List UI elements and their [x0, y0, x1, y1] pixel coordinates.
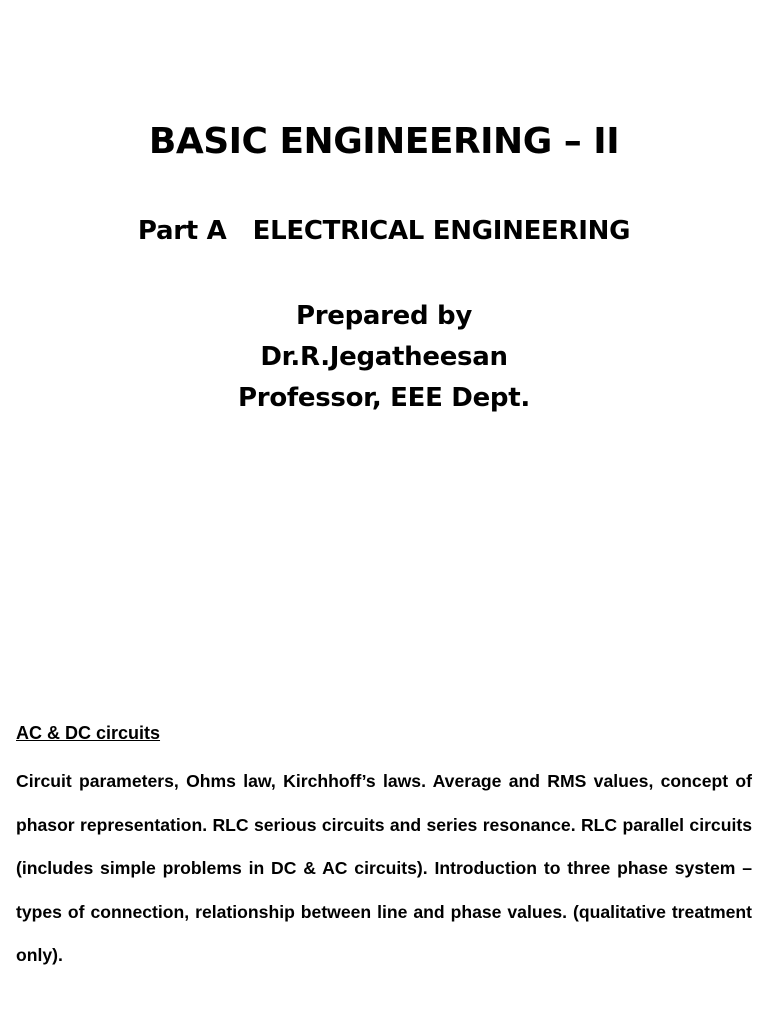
- prepared-by-label: Prepared by: [295, 301, 473, 331]
- author-designation: Professor, EEE Dept.: [238, 383, 530, 413]
- author-block: [0, 296, 768, 419]
- page-title: BASIC ENGINEERING – II: [148, 121, 620, 162]
- section-body: Circuit parameters, Ohms law, Kirchhoff’s laws. Average and RMS values, concept of phasor representation. RLC serious circuits and series resonance. RLC parallel circuits (includes simple problems in DC & AC circuits). Introduction to three phase system – types of connection, relationship between line and phase values. (qualitative treatment only).: [16, 771, 752, 965]
- page-subtitle: Part A ELECTRICAL ENGINEERING: [137, 216, 631, 246]
- syllabus-section: [16, 720, 752, 978]
- author-name: Dr.R.Jegatheesan: [260, 342, 508, 372]
- section-heading: AC & DC circuits: [16, 723, 161, 743]
